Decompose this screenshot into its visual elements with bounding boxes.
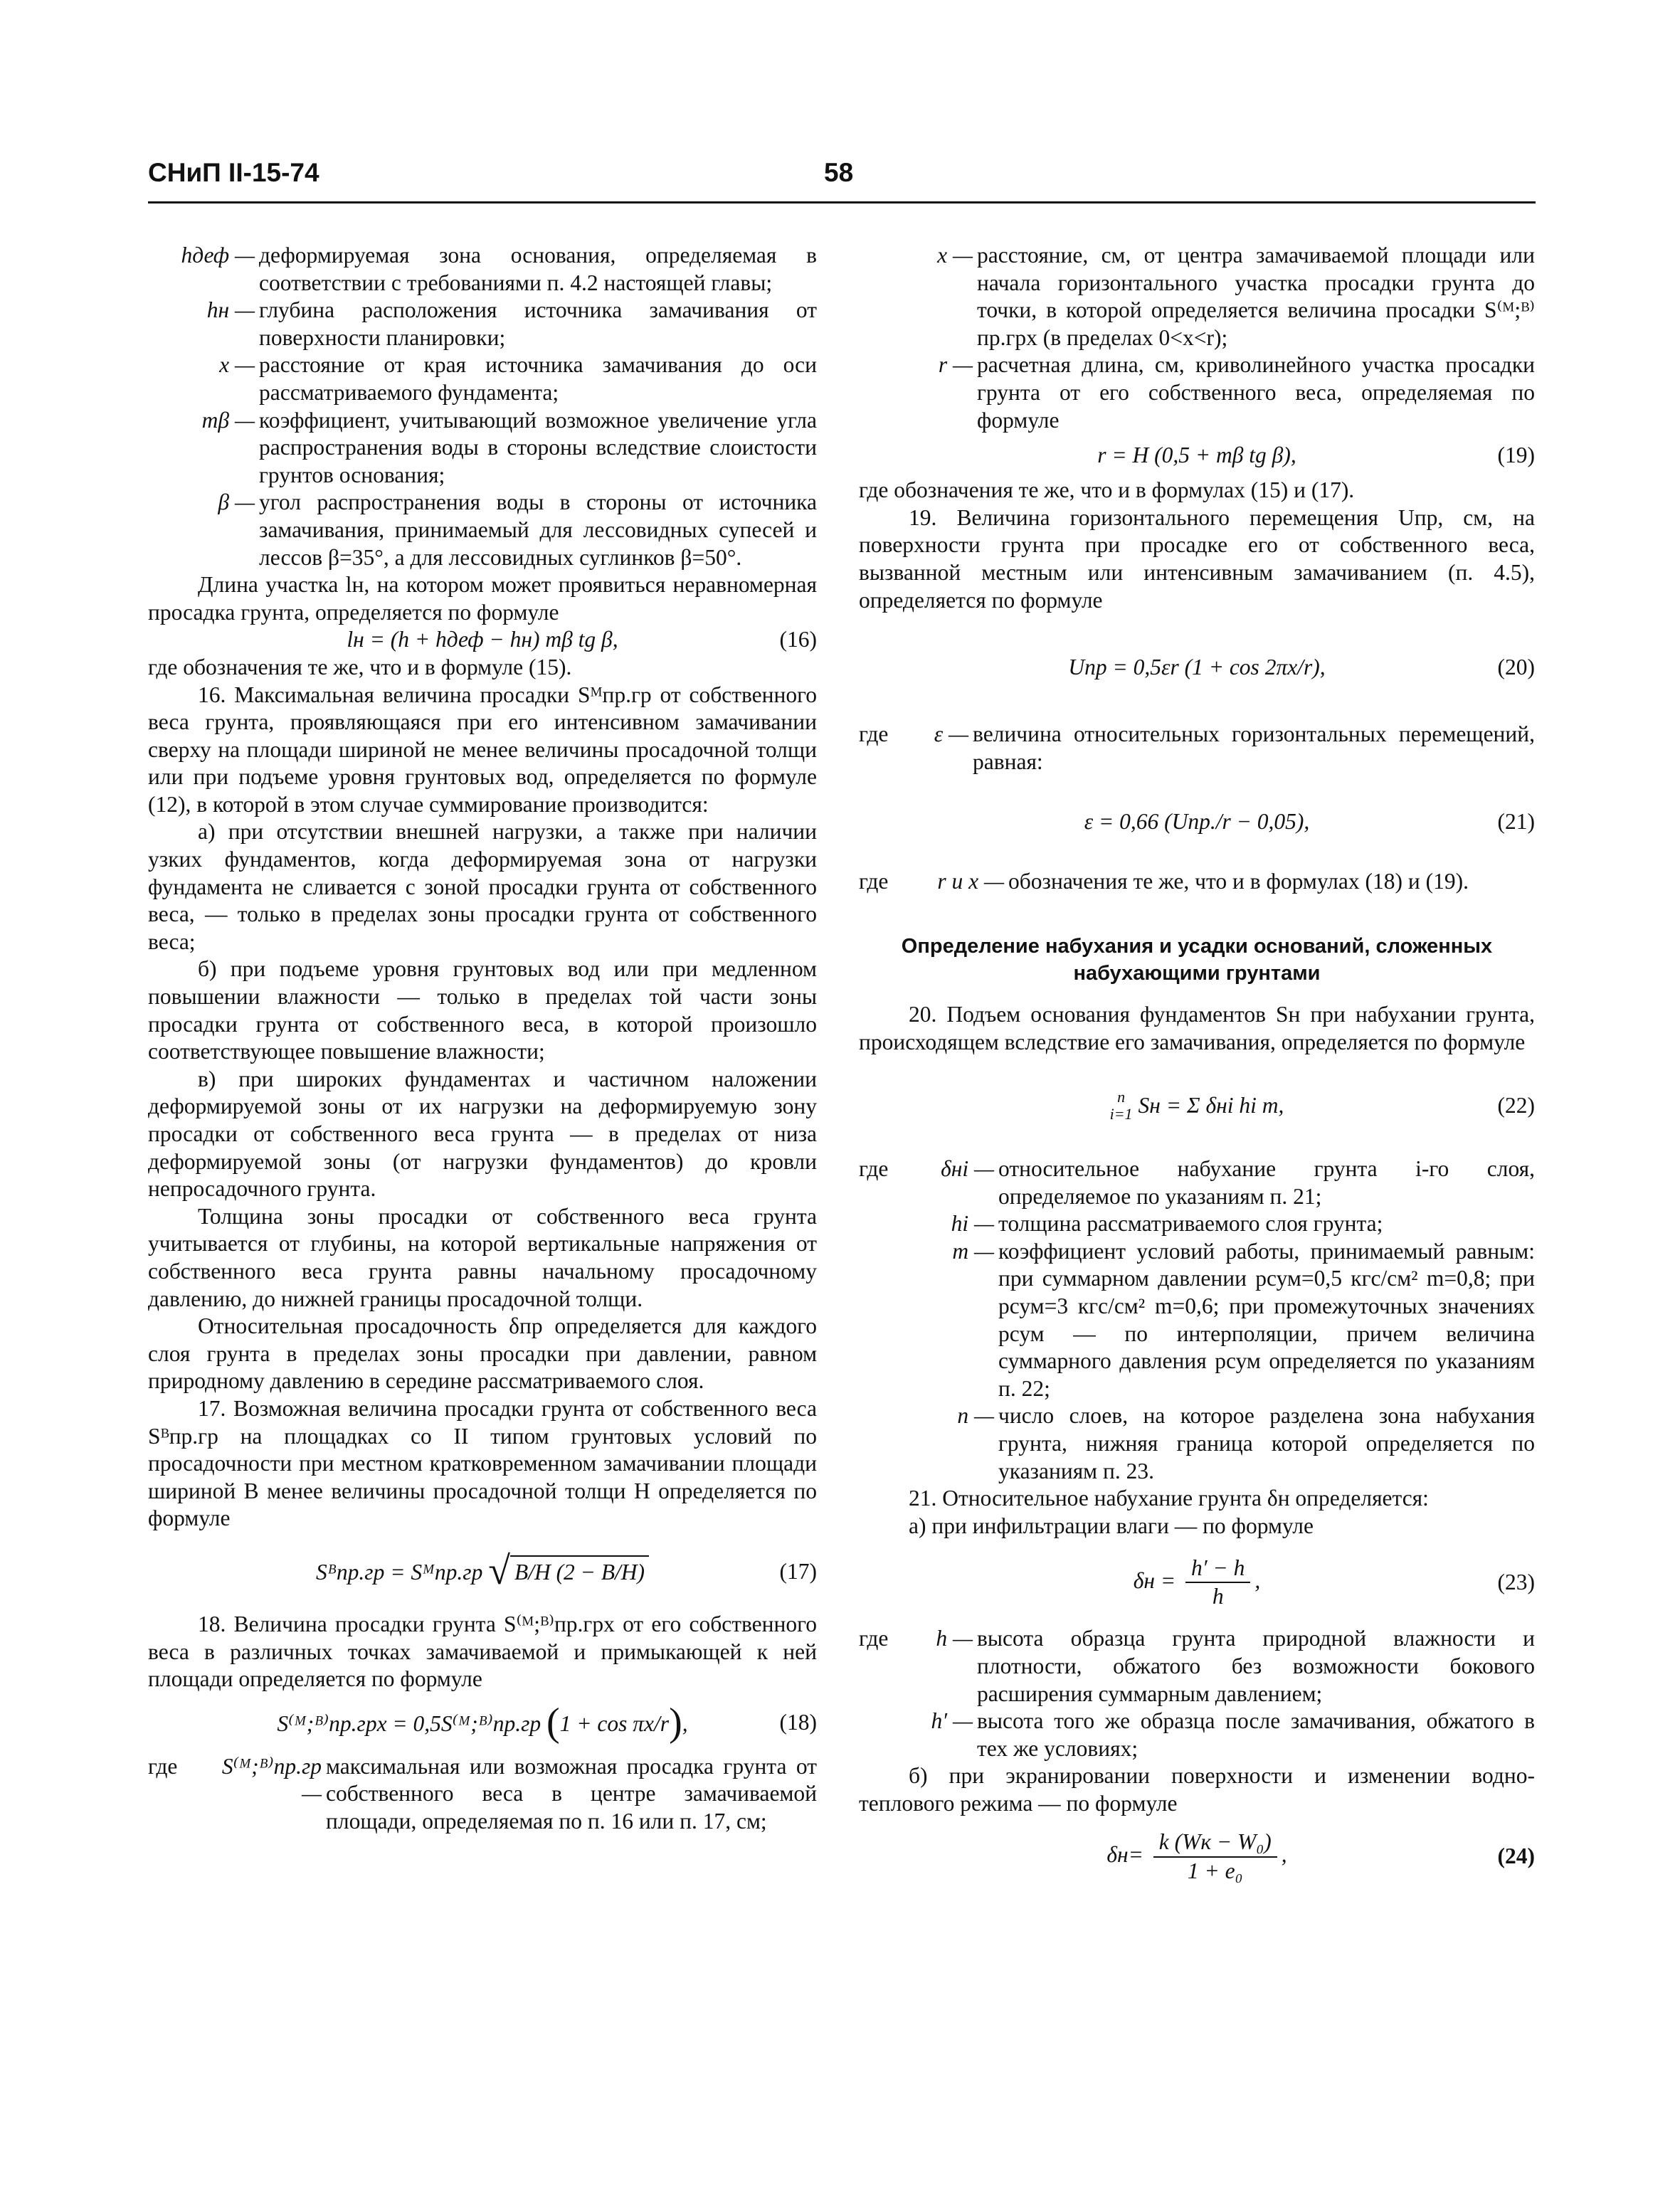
definition-item [148, 242, 817, 297]
definition-text: обозначения те же, что и в формулах (18) и (19). [1008, 869, 1469, 894]
formula-number: (22) [1497, 1092, 1535, 1118]
page-header [148, 158, 1536, 202]
paragraph: Длина участка lн, на котором может проявиться неравномерная просадка грунта, определяется по формуле [148, 572, 817, 625]
definition-item [859, 351, 1535, 434]
definition-item [148, 489, 817, 571]
sum-limits [1110, 1089, 1133, 1123]
where-block [859, 721, 1535, 776]
definition-term: h′ — [931, 1708, 973, 1734]
formula-body [1110, 1089, 1284, 1123]
formula-18 [148, 1693, 817, 1753]
definition-item [148, 351, 817, 406]
formula-number: (23) [1497, 1570, 1535, 1595]
formula-body [315, 1549, 649, 1594]
definition-text: расчетная длина, см, криволинейного участка просадки грунта от его собственного веса, определяемая по формуле [977, 352, 1535, 433]
formula-number: (19) [1497, 442, 1535, 467]
where-lead: где [859, 1626, 889, 1651]
left-column [148, 242, 817, 1835]
definition-term: x — [937, 243, 973, 268]
paragraph: 17. Возможная величина просадки грунта от собственного веса Sᴮпр.гр на площадках со II типом грунтовых условий по просадочности при местном кратковременном замачивании площади шириной B менее величины просадочной толщи H определяется по формуле [148, 1395, 817, 1531]
spacer [859, 987, 1535, 1001]
paragraph: Относительная просадочность δпр определяется для каждого слоя грунта в пределах зоны просадки при давлении, равном природному давлению в середине рассматриваемого слоя. [148, 1313, 817, 1394]
paragraph: б) при подъеме уровня грунтовых вод или при медленном повышении влажности — только в пределах той части зоны просадки грунта от собственного веса, в которой произошло соответствующее повышение влажности; [148, 956, 817, 1064]
formula-body: lн = (h + hдеф − hн) mβ tg β, [347, 627, 618, 652]
formula-17 [148, 1533, 817, 1611]
definition-text: толщина рассматриваемого слоя грунта; [998, 1211, 1383, 1237]
definition-term: mβ — [201, 407, 255, 433]
where-block [859, 1625, 1535, 1762]
formula-lhs: S⁽ᴹ;ᴮ⁾пр.грx = 0,5S⁽ᴹ;ᴮ⁾пр.гр [277, 1710, 541, 1736]
definition-text: высота того же образца после замачивания, обжатого в тех же условиях; [977, 1708, 1535, 1761]
definition-text: число слоев, на которое разделена зона набухания грунта, нижняя граница которой определяется по указаниям п. 23. [998, 1403, 1535, 1483]
formula-number: (21) [1497, 809, 1535, 835]
definition-term: hi — [951, 1211, 994, 1237]
formula-16 [148, 626, 817, 654]
definition-item [923, 1210, 1535, 1238]
where-block [859, 868, 1535, 896]
definition-text: расстояние от края источника замачивания до оси рассматриваемого фундамента; [259, 352, 817, 405]
right-column [859, 242, 1535, 1896]
formula-20 [859, 614, 1535, 721]
where-lead: где [859, 721, 889, 747]
definition-text: коэффициент условий работы, принимаемый равным: при суммарном давлении pсум=0,5 кгс/см² m=0,8; при pсум=3 кгс/см² m=0,6; при промежуточных значениях pсум — по интерполяции, причем величина суммарного давления pсум определяется по указаниям п. 22; [998, 1238, 1535, 1401]
fraction-denominator: 1 + e₀ [1187, 1858, 1243, 1883]
paragraph: где обозначения те же, что и в формулах (15) и (17). [859, 477, 1355, 503]
paragraph: 18. Величина просадки грунта S⁽ᴹ;ᴮ⁾пр.грx от его собственного веса в различных точках замачиваемой и примыкающей к ней площади определяется по формуле [148, 1611, 817, 1692]
definition-term: hн — [206, 297, 255, 323]
formula-number: (16) [779, 627, 817, 652]
definition-text: высота образца грунта природной влажности и плотности, обжатого без возможности бокового расширения суммарным давлением; [977, 1626, 1535, 1706]
formula-body: ε = 0,66 (Uпр./r − 0,05), [1084, 809, 1310, 835]
formula-lhs: Sᴮпр.гр = Sᴹпр.гр [315, 1560, 483, 1585]
formula-body: δн= $\frac{\text{k (Wк − W₀)}}{\text{1 + e₀}}$ , [1106, 1829, 1287, 1885]
formula-number: (17) [779, 1558, 817, 1584]
definition-term: h — [936, 1626, 973, 1651]
radical-sign: √ [488, 1549, 510, 1594]
formula-22 [859, 1056, 1535, 1155]
formula-24 [859, 1818, 1535, 1896]
page-number: 58 [824, 158, 854, 187]
definition-text: деформируемая зона основания, определяемая в соответствии с требованиями п. 4.2 настоящей главы; [259, 243, 817, 295]
definition-term: δнi — [941, 1156, 994, 1182]
where-lead: где [148, 1753, 178, 1779]
paragraph: а) при инфильтрации влаги — по формуле [909, 1513, 1314, 1538]
definition-list [923, 1625, 1535, 1762]
definition-list [148, 242, 817, 571]
spacer [859, 896, 1535, 933]
where-lead: где [859, 869, 889, 894]
where-block [148, 1753, 817, 1836]
definition-item [923, 1708, 1535, 1762]
formula-21 [859, 776, 1535, 868]
definition-term: β — [218, 490, 255, 515]
header-rule [148, 201, 1536, 203]
definition-text: величина относительных горизонтальных перемещений, равная: [973, 721, 1535, 774]
formula-23 [859, 1540, 1535, 1625]
definition-term: hдеф — [181, 243, 255, 268]
paragraph: 19. Величина горизонтального перемещения Uпр, см, на поверхности грунта при просадке его от собственного веса, вызванной местным или интенсивным замачиванием (п. 4.5), определяется по формуле [859, 504, 1535, 613]
formula-number: (18) [779, 1710, 817, 1735]
sum-lower: i=1 [1109, 1105, 1133, 1123]
paragraph: 16. Максимальная величина просадки Sᴹпр.гр от собственного веса грунта, проявляющаяся при его интенсивном замачивании сверху на площади шириной не менее величины просадочной толщи или при подъеме уровня грунтовых вод, определяется по формуле (12), в которой в этом случае суммирование производится: [148, 682, 817, 817]
definition-item [148, 407, 817, 490]
definition-text: угол распространения воды в стороны от источника замачивания, принимаемый для лессовидных супесей и лессов β=35°, а для лессовидных суглинков β=50°. [259, 490, 817, 570]
definition-term: S⁽ᴹ;ᴮ⁾пр.гр — [221, 1753, 322, 1806]
definition-item [923, 1402, 1535, 1485]
paragraph: Толщина зоны просадки от собственного веса грунта учитывается от глубины, на которой вертикальные напряжения от собственного веса грунта равны начальному просадочному давлению, до нижней границы просадочной толщи. [148, 1203, 817, 1311]
formula-body: Uпр = 0,5εr (1 + cos 2πx/r), [1068, 654, 1326, 679]
formula-lhs: δн = [1133, 1567, 1176, 1593]
where-block [859, 1155, 1535, 1485]
paren-open: ( [546, 1700, 560, 1745]
where-lead: где [859, 1156, 889, 1182]
definition-item [923, 1238, 1535, 1403]
fraction [1185, 1555, 1250, 1611]
formula-expression: Sн = Σ δнi hi m, [1138, 1092, 1284, 1118]
paragraph: в) при широких фундаментах и частичном наложении деформируемой зоны от их нагрузки на деформируемую зону просадки от собственного веса грунта — в пределах от низа деформируемой зоны (от нагрузки фундаментов) до кровли непросадочного грунта. [148, 1066, 817, 1202]
formula-paren-body: 1 + cos πx/r [559, 1710, 670, 1736]
paragraph: 20. Подъем основания фундаментов Sн при набухании грунта, происходящем вследствие его замачивания, определяется по формуле [859, 1001, 1535, 1054]
fraction-denominator: h [1212, 1584, 1224, 1609]
sum-upper: n [1117, 1088, 1126, 1106]
fraction-numerator: k (Wк − W₀) [1153, 1829, 1277, 1858]
paren-close: ) [669, 1700, 682, 1745]
definition-term: m — [952, 1238, 994, 1264]
fraction-numerator: h′ − h [1185, 1555, 1250, 1584]
formula-body: S⁽ᴹ;ᴮ⁾пр.грx = 0,5S⁽ᴹ;ᴮ⁾пр.гр (1 + cos πx/r), [277, 1700, 688, 1745]
formula-19 [859, 434, 1535, 477]
definition-text: максимальная или возможная просадка грунта от собственного веса в центре замачиваемой площади, определяемая по п. 16 или п. 17, см; [326, 1753, 817, 1834]
definition-text: расстояние, см, от центра замачиваемой площади или начала горизонтального участка просадки грунта до точки, в которой определяется величина просадки S⁽ᴹ;ᴮ⁾пр.грx (в пределах 0<x<r); [977, 243, 1535, 350]
definition-term: n — [957, 1403, 994, 1429]
definition-text: относительное набухание грунта i-го слоя, определяемое по указаниям п. 21; [998, 1156, 1535, 1209]
definition-list [923, 1155, 1535, 1485]
fraction [1153, 1829, 1277, 1885]
paragraph: 21. Относительное набухание грунта δн определяется: [909, 1486, 1429, 1511]
formula-body: r = H (0,5 + mβ tg β), [1097, 442, 1296, 467]
document-code: СНиП II-15-74 [148, 158, 319, 187]
definition-term: ε — [934, 721, 968, 747]
definition-term: x — [219, 352, 255, 378]
definition-item [148, 297, 817, 351]
definition-term: r и x — [937, 869, 1004, 894]
definition-text: коэффициент, учитывающий возможное увеличение угла распространения воды в стороны вследствие слоистости грунтов основания; [259, 407, 817, 487]
definition-item [859, 242, 1535, 351]
radicand: B/H (2 − B/H) [510, 1555, 649, 1587]
definition-item [923, 1155, 1535, 1210]
formula-lhs: δн= [1106, 1841, 1143, 1867]
formula-number: (24) [1497, 1843, 1535, 1869]
paragraph: где обозначения те же, что и в формуле (15). [148, 654, 572, 679]
section-heading: Определение набухания и усадки оснований, сложенных набухающими грунтами [901, 934, 1493, 985]
definition-text: глубина расположения источника замачивания от поверхности планировки; [259, 297, 817, 350]
paragraph: б) при экранировании поверхности и изменении водно-теплового режима — по формуле [859, 1763, 1535, 1816]
formula-body: δн = $\frac{h' - h}{h}$ , [1134, 1555, 1261, 1611]
formula-number: (20) [1497, 654, 1535, 679]
definition-term: r — [938, 352, 973, 378]
definition-item [923, 1625, 1535, 1708]
paragraph: а) при отсутствии внешней нагрузки, а также при наличии узких фундаментов, когда деформируемая зона от нагрузки фундамента не сливается с зоной просадки грунта от собственного веса, — только в пределах зоны просадки грунта от собственного веса; [148, 819, 817, 954]
